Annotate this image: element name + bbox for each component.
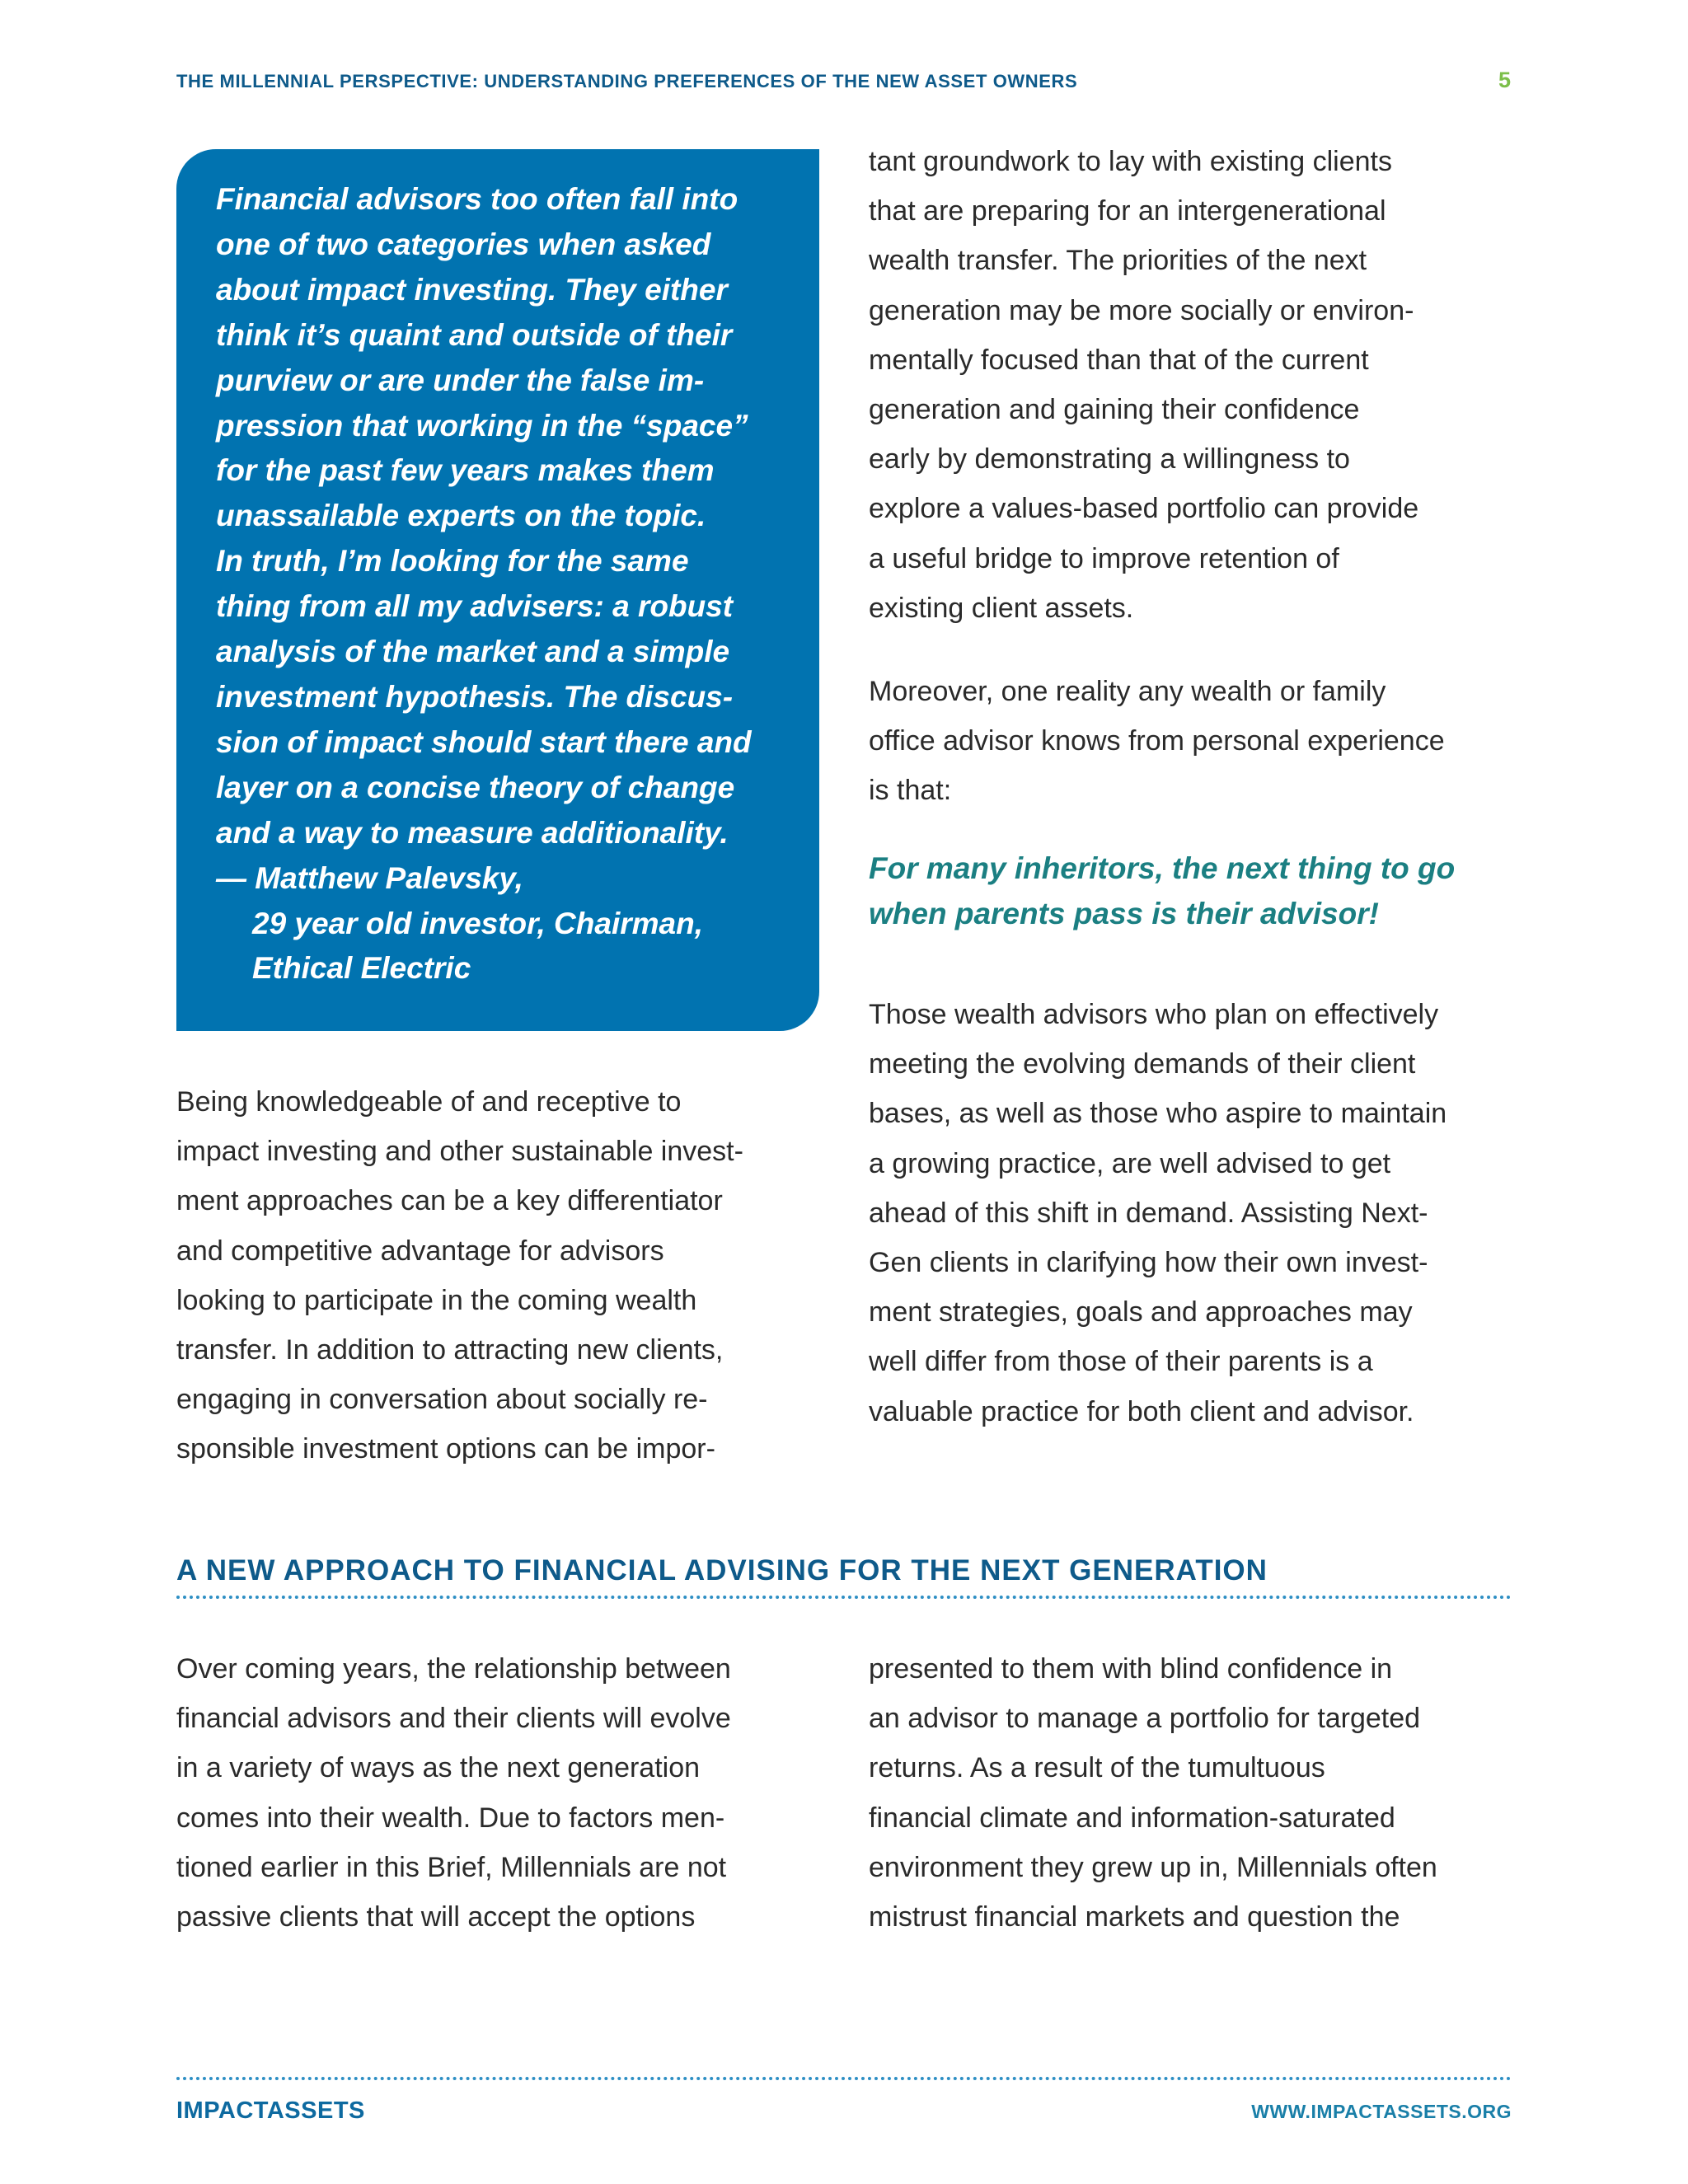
text-line: meeting the evolving demands of their client xyxy=(869,1048,1416,1080)
text-line: transfer. In addition to attracting new clients, xyxy=(176,1334,724,1366)
quote-line: unassailable experts on the topic. xyxy=(216,499,706,533)
text-line: bases, as well as those who aspire to maintain xyxy=(869,1098,1447,1130)
text-line: wealth transfer. The priorities of the next xyxy=(869,245,1367,277)
text-line: Those wealth advisors who plan on effectively xyxy=(869,999,1439,1030)
quote-line: thing from all my advisers: a robust xyxy=(216,589,734,624)
text-line: explore a values-based portfolio can provide xyxy=(869,493,1419,525)
text-line: returns. As a result of the tumultuous xyxy=(869,1752,1325,1784)
text-line: Over coming years, the relationship between xyxy=(176,1653,731,1685)
right-paragraph-1 xyxy=(869,137,1528,633)
quote-line: pression that working in the “space” xyxy=(216,408,748,443)
quote-line: for the past few years makes them xyxy=(216,453,715,488)
quote-line: about impact investing. They either xyxy=(216,272,728,307)
attribution-org: Ethical Electric xyxy=(252,951,471,986)
text-line: passive clients that will accept the options xyxy=(176,1901,696,1933)
footer-divider xyxy=(176,2077,1512,2080)
text-line: engaging in conversation about socially re- xyxy=(176,1384,708,1416)
quote-line: and a way to measure additionality. xyxy=(216,815,729,850)
text-line: tioned earlier in this Brief, Millennials are not xyxy=(176,1851,727,1883)
text-line: valuable practice for both client and advisor. xyxy=(869,1395,1414,1427)
highlight-line: when parents pass is their advisor! xyxy=(869,897,1379,930)
highlight-line: For many inheritors, the next thing to go xyxy=(869,851,1456,885)
text-line: mistrust financial markets and question the xyxy=(869,1901,1400,1933)
text-line: office advisor knows from personal experience xyxy=(869,725,1445,757)
pull-quote-box xyxy=(176,149,819,1031)
quote-line: analysis of the market and a simple xyxy=(216,635,730,669)
text-line: Moreover, one reality any wealth or family xyxy=(869,676,1386,707)
text-line: financial climate and information-saturated xyxy=(869,1802,1395,1834)
pull-quote-text xyxy=(216,177,786,856)
text-line: generation and gaining their confidence xyxy=(869,394,1360,426)
section-left-paragraph xyxy=(176,1644,828,1942)
text-line: Being knowledgeable of and receptive to xyxy=(176,1086,682,1118)
quote-line: think it’s quaint and outside of their xyxy=(216,317,733,352)
text-line: is that: xyxy=(869,775,952,807)
quote-line: investment hypothesis. The discus- xyxy=(216,679,734,714)
quote-line: sion of impact should start there and xyxy=(216,724,752,759)
quote-line: purview or are under the false im- xyxy=(216,363,705,397)
text-line: a useful bridge to improve retention of xyxy=(869,542,1339,574)
text-line: a growing practice, are well advised to get xyxy=(869,1147,1391,1179)
quote-line: layer on a concise theory of change xyxy=(216,770,735,804)
text-line: presented to them with blind confidence in xyxy=(869,1653,1393,1685)
footer-url: WWW.IMPACTASSETS.ORG xyxy=(1251,2101,1512,2122)
running-header: THE MILLENNIAL PERSPECTIVE: UNDERSTANDING PREFERENCES OF THE NEW ASSET OWNERS xyxy=(176,71,1078,91)
text-line: Gen clients in clarifying how their own invest- xyxy=(869,1247,1428,1279)
text-line: financial advisors and their clients will evolve xyxy=(176,1703,731,1735)
quote-attribution xyxy=(216,856,786,992)
text-line: ment approaches can be a key differentiator xyxy=(176,1185,723,1217)
right-paragraph-2 xyxy=(869,667,1528,816)
page-number: 5 xyxy=(1498,68,1512,92)
text-line: impact investing and other sustainable invest- xyxy=(176,1136,743,1168)
text-line: existing client assets. xyxy=(869,592,1134,624)
attribution-role: 29 year old investor, Chairman, xyxy=(252,906,703,940)
text-line: generation may be more socially or environ- xyxy=(869,294,1414,326)
text-line: comes into their wealth. Due to factors men- xyxy=(176,1802,725,1834)
quote-line: In truth, I’m looking for the same xyxy=(216,544,689,579)
text-line: and competitive advantage for advisors xyxy=(176,1235,664,1267)
text-line: that are preparing for an intergenerational xyxy=(869,195,1386,227)
text-line: looking to participate in the coming wealth xyxy=(176,1284,697,1316)
section-heading: A NEW APPROACH TO FINANCIAL ADVISING FOR THE NEXT GENERATION xyxy=(176,1554,1268,1586)
attribution-name: — Matthew Palevsky, xyxy=(216,860,523,895)
text-line: mentally focused than that of the current xyxy=(869,344,1369,376)
highlight-callout xyxy=(869,846,1528,936)
text-line: tant groundwork to lay with existing clients xyxy=(869,146,1392,177)
text-line: sponsible investment options can be impor- xyxy=(176,1433,715,1465)
footer-brand: IMPACTASSETS xyxy=(176,2097,365,2124)
section-right-paragraph xyxy=(869,1644,1528,1942)
section-divider xyxy=(176,1596,1512,1599)
text-line: environment they grew up in, Millennials often xyxy=(869,1851,1437,1883)
quote-line: Financial advisors too often fall into xyxy=(216,182,738,216)
text-line: well differ from those of their parents is a xyxy=(869,1346,1373,1378)
quote-line: one of two categories when asked xyxy=(216,227,711,261)
text-line: an advisor to manage a portfolio for targeted xyxy=(869,1703,1421,1735)
text-line: early by demonstrating a willingness to xyxy=(869,443,1350,476)
text-line: ment strategies, goals and approaches may xyxy=(869,1296,1413,1329)
text-line: in a variety of ways as the next generation xyxy=(176,1752,701,1784)
text-line: ahead of this shift in demand. Assisting Next- xyxy=(869,1197,1428,1229)
left-paragraph-1 xyxy=(176,1077,828,1474)
right-paragraph-3 xyxy=(869,990,1528,1436)
